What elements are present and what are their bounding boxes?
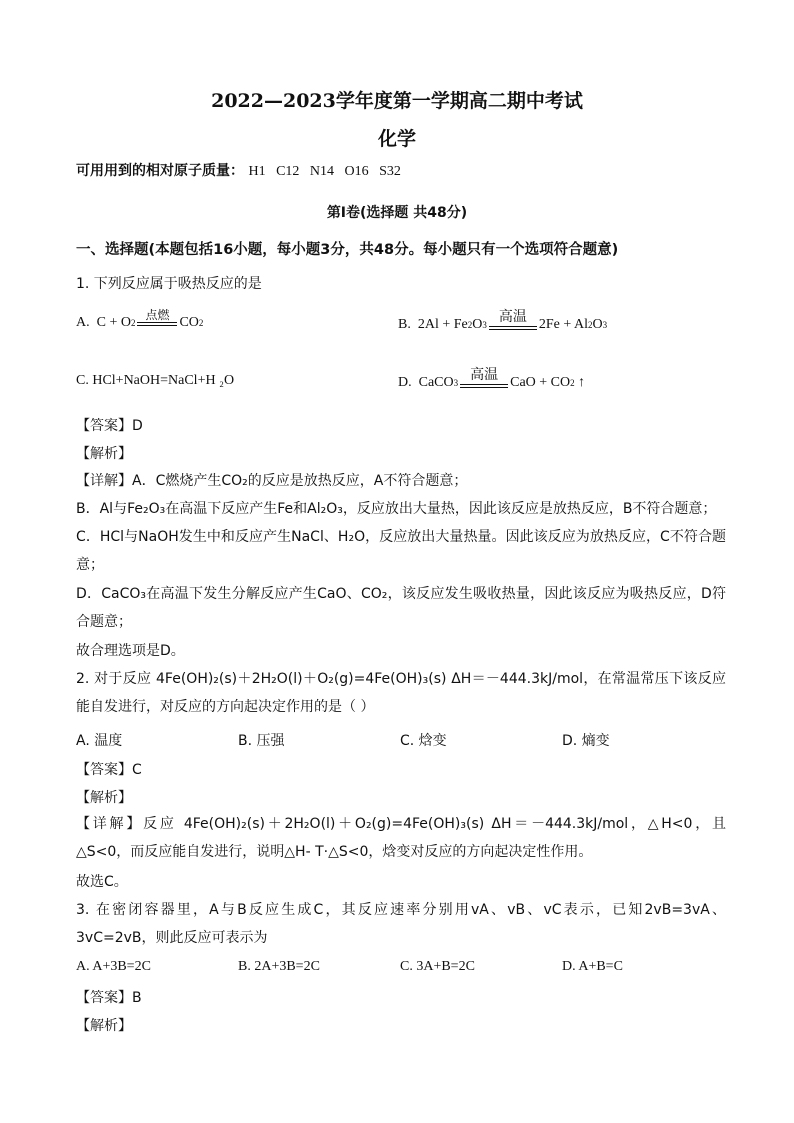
atomic-mass-values: H1 C12 N14 O16 S32	[248, 164, 401, 179]
condition-label: 点燃	[145, 308, 170, 322]
q1-option-d-products: CaO + CO	[510, 375, 571, 390]
q1-detail-4: D．CaCO₃在高温下发生分解反应产生CaO、CO₂，该反应发生吸收热量，因此该反应为吸热反应，D符合题意；	[76, 586, 726, 630]
q2-option-a: A. 温度	[76, 733, 123, 749]
q1-option-d: D. CaCO 3 高温 CaO + CO 2 ↑	[398, 367, 586, 390]
q3-stem: 3. 在密闭容器里，A与B反应生成C，其反应速率分别用vA、vB、vC表示，已知2vB=3vA、3vC=2vB，则此反应可表示为	[76, 902, 726, 946]
condition-arrow	[489, 308, 537, 330]
exam-title: 2022—2023学年度第一学期高二期中考试	[211, 90, 583, 112]
q1-conclusion: 故合理选项是D。	[76, 643, 185, 659]
q1-detail-1: 【详解】A．C燃烧产生CO₂的反应是放热反应，A不符合题意；	[76, 473, 468, 489]
q1-option-b-letter: B.	[398, 317, 411, 332]
q1-option-d-letter: D.	[398, 375, 412, 390]
q3-option-c: C. 3A+B=2C	[400, 959, 475, 974]
q2-stem: 2. 对于反应 4Fe(OH)₂(s)＋2H₂O(l)＋O₂(g)=4Fe(OH)₃(s) ΔH＝－444.3kJ/mol，在常温常压下该反应能自发进行，对反应的方向起决定作用的是（ ）	[76, 671, 726, 715]
atomic-mass-label: 可用用到的相对原子质量：	[76, 163, 244, 179]
condition-label: 高温	[470, 367, 499, 383]
q1-option-a-reactants: C + O	[96, 315, 131, 330]
q1-answer: 【答案】D	[76, 418, 143, 434]
section-heading: 第Ⅰ卷(选择题 共48分)	[326, 205, 468, 221]
q2-analysis: 【解析】	[76, 790, 132, 806]
q2-conclusion: 故选C。	[76, 874, 128, 890]
q1-analysis: 【解析】	[76, 446, 132, 462]
q1-option-a: A. C + O 2 点燃 CO 2	[76, 308, 204, 330]
atomic-mass-line	[76, 160, 401, 180]
q1-option-a-letter: A.	[76, 315, 90, 330]
q1-option-c: C. HCl+NaOH=NaCl+H ₂O	[76, 373, 235, 388]
q1-detail-2: B．Al与Fe₂O₃在高温下反应产生Fe和Al₂O₃，反应放出大量热，因此该反应是放热反应，B不符合题意；	[76, 501, 717, 517]
q1-option-b-products: 2Fe + Al	[538, 317, 588, 332]
q2-answer: 【答案】C	[76, 762, 142, 778]
q3-analysis: 【解析】	[76, 1018, 132, 1034]
q3-option-d: D. A+B=C	[562, 959, 623, 974]
condition-arrow	[137, 308, 177, 326]
q3-option-b: B. 2A+3B=2C	[238, 959, 320, 974]
q3-answer: 【答案】B	[76, 990, 142, 1006]
q2-option-d: D. 熵变	[562, 733, 610, 749]
q1-option-a-products: CO	[179, 315, 199, 330]
q1-option-b-reactants: 2Al + Fe	[417, 317, 468, 332]
condition-arrow	[460, 366, 508, 388]
q2-option-b: B. 压强	[238, 733, 285, 749]
subject-title: 化学	[377, 128, 416, 150]
q1-option-b: B. 2Al + Fe 2 O 3 高温 2Fe + Al 2 O 3	[398, 309, 608, 332]
q2-option-c: C. 焓变	[400, 733, 447, 749]
q1-detail-3: C．HCl与NaOH发生中和反应产生NaCl、H₂O，反应放出大量热量。因此该反应为放热反应，C不符合题意；	[76, 529, 726, 573]
q2-detail: 【详解】反应 4Fe(OH)₂(s)＋2H₂O(l)＋O₂(g)=4Fe(OH)₃(s) ΔH＝－444.3kJ/mol，△H<0，且△S<0，而反应能自发进行，说明△H- T·△S<0，焓变对反应的方向起决定性作用。	[76, 816, 726, 860]
part-heading: 一、选择题(本题包括16小题，每小题3分，共48分。每小题只有一个选项符合题意)	[76, 242, 619, 258]
condition-label: 高温	[498, 309, 527, 325]
q1-option-d-reactants: CaCO	[418, 375, 454, 390]
q3-option-a: A. A+3B=2C	[76, 959, 151, 974]
q1-stem: 1. 下列反应属于吸热反应的是	[76, 276, 262, 292]
